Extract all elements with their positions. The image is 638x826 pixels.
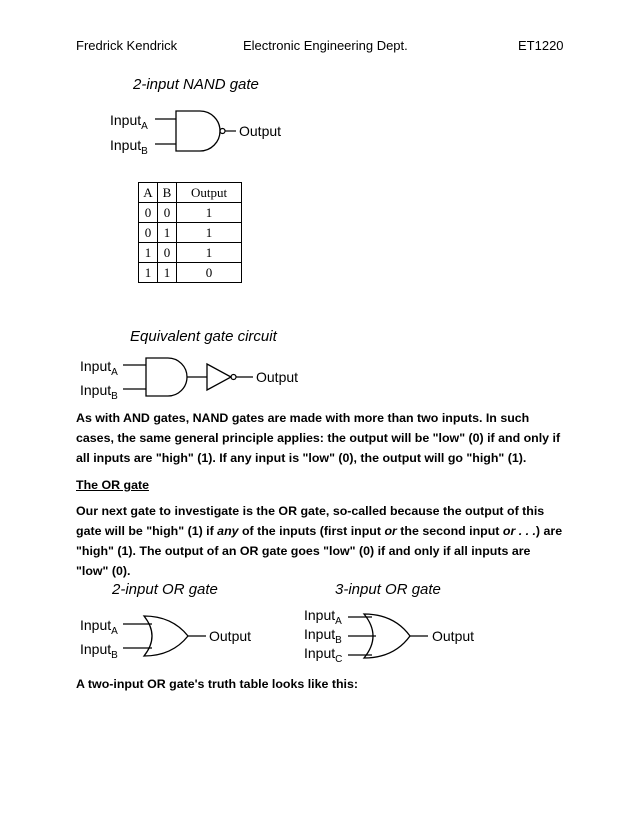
or2-input-b-label: [80, 641, 118, 661]
equiv-and-gate-body: [146, 358, 187, 396]
or2-input-a-label: [80, 617, 118, 637]
or3-input-c-label: [304, 645, 342, 665]
equiv-output-label: Output: [256, 369, 299, 385]
equivalent-circuit-caption: Equivalent gate circuit: [130, 328, 277, 345]
svg-text:InputA: Input$_A$: [110, 112, 148, 132]
nand-gate-caption: 2-input NAND gate: [133, 76, 259, 93]
equiv-inverter-triangle: [207, 364, 231, 390]
truth-table-header-b: B: [158, 183, 177, 203]
svg-text:InputA: Input$_A$: [304, 607, 342, 627]
svg-text:InputB: Input$_B$: [304, 626, 342, 646]
or2-gate-body: [144, 616, 188, 656]
table-cell: 1: [177, 203, 242, 223]
or3-input-b-label: [304, 626, 342, 646]
table-cell: 1: [139, 243, 158, 263]
table-cell: 0: [139, 203, 158, 223]
table-row: [139, 263, 242, 283]
svg-text:InputB: Input$_B$: [80, 382, 118, 402]
equiv-input-a-label: [80, 358, 118, 378]
or3-input-a-label: [304, 607, 342, 627]
or2-output-label: Output: [209, 628, 252, 644]
table-cell: 1: [158, 263, 177, 283]
or2-gate-diagram: [76, 608, 266, 664]
or-gate-paragraph: Our next gate to investigate is the OR gate, so-called because the output of this gate will be "high" (1) if any of the inputs (first input or the second input or . . .) are "high" (1). The output of an OR gate goes "low" (0) if and only if all inputs are "low" (0).: [76, 504, 563, 578]
or2-gate-caption: 2-input OR gate: [112, 581, 218, 598]
nand-paragraph: As with AND gates, NAND gates are made with more than two inputs. In such cases, the same general principle applies: the output will be "low" (0) if and only if all inputs are "high" (1). If any input is "low" (0), the output will go "high" (1).: [76, 411, 561, 465]
or-truth-table-intro: A two-input OR gate's truth table looks like this:: [76, 677, 358, 691]
svg-text:InputB: Input$_B$: [110, 137, 148, 157]
equivalent-circuit-diagram: [76, 352, 316, 404]
nand-input-b-label: [110, 137, 148, 157]
table-cell: 0: [139, 223, 158, 243]
svg-text:InputB: Input$_B$: [80, 641, 118, 661]
table-cell: 1: [158, 223, 177, 243]
truth-table-header-output: Output: [177, 183, 242, 203]
nand-inverter-bubble: [220, 129, 225, 134]
table-row: [139, 223, 242, 243]
or3-gate-diagram: [302, 604, 492, 666]
table-cell: 1: [177, 243, 242, 263]
table-row: [139, 203, 242, 223]
nand-gate-diagram: [100, 105, 300, 160]
header-department: Electronic Engineering Dept.: [243, 38, 408, 53]
header-author: Fredrick Kendrick: [76, 38, 178, 53]
header-course-code: ET1220: [518, 38, 564, 53]
table-cell: 0: [158, 243, 177, 263]
svg-text:InputC: Input$_C$: [304, 645, 343, 665]
nand-gate-body: [176, 111, 220, 151]
truth-table-header-row: [139, 183, 242, 203]
or3-output-label: Output: [432, 628, 475, 644]
svg-text:InputA: Input$_A$: [80, 358, 118, 378]
svg-text:InputA: Input$_A$: [80, 617, 118, 637]
nand-truth-table: [138, 182, 242, 283]
table-cell: 0: [158, 203, 177, 223]
table-cell: 0: [177, 263, 242, 283]
table-cell: 1: [139, 263, 158, 283]
table-row: [139, 243, 242, 263]
truth-table-header-a: A: [139, 183, 158, 203]
or-gate-heading: The OR gate: [76, 478, 149, 492]
nand-input-a-label: [110, 112, 148, 132]
or3-gate-caption: 3-input OR gate: [335, 581, 441, 598]
equiv-input-b-label: [80, 382, 118, 402]
table-cell: 1: [177, 223, 242, 243]
nand-output-label: Output: [239, 123, 282, 139]
